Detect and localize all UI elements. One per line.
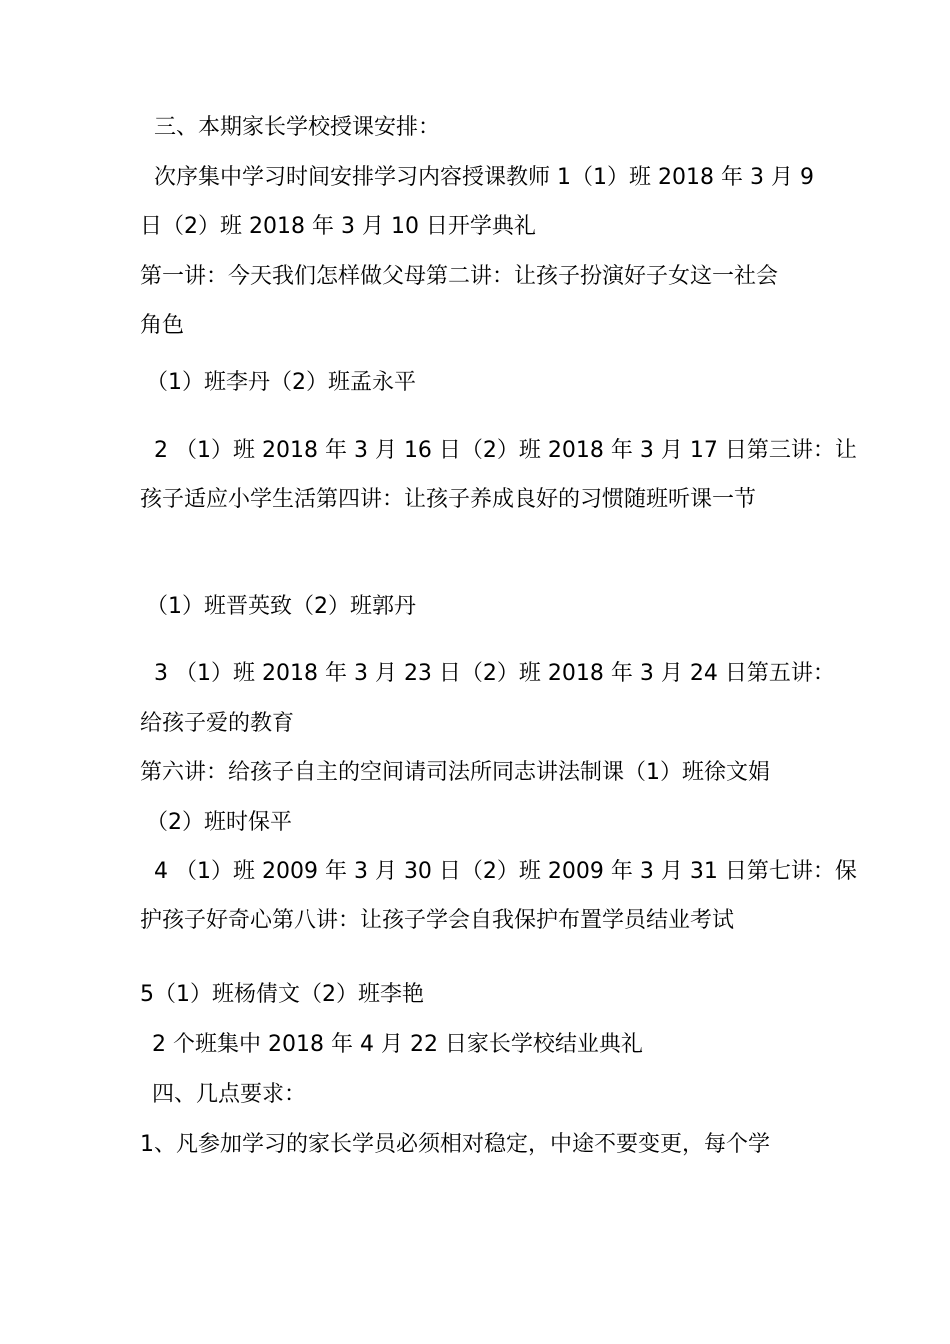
text-line: 角色 (140, 313, 185, 338)
text-line: 4 （1）班 2009 年 3 月 30 日（2）班 2009 年 3 月 31 日第七讲：保 (154, 859, 857, 884)
text-line: 1、凡参加学习的家长学员必须相对稳定，中途不要变更，每个学 (140, 1132, 770, 1157)
text-line: 第六讲：给孩子自主的空间请司法所同志讲法制课（1）班徐文娟 (140, 760, 770, 785)
text-line: 次序集中学习时间安排学习内容授课教师 1（1）班 2018 年 3 月 9 (154, 165, 814, 190)
section-heading-4: 四、几点要求： (152, 1082, 307, 1107)
text-line: 2 个班集中 2018 年 4 月 22 日家长学校结业典礼 (152, 1032, 643, 1057)
text-line: （2）班时保平 (146, 810, 292, 835)
text-line: 护孩子好奇心第八讲：让孩子学会自我保护布置学员结业考试 (140, 908, 735, 933)
text-line: 第一讲：今天我们怎样做父母第二讲：让孩子扮演好子女这一社会 (140, 264, 779, 289)
text-line: （1）班李丹（2）班孟永平 (146, 370, 416, 395)
text-line: 孩子适应小学生活第四讲：让孩子养成良好的习惯随班听课一节 (140, 487, 757, 512)
text-line: （1）班晋英致（2）班郭丹 (146, 594, 416, 619)
text-line: 日（2）班 2018 年 3 月 10 日开学典礼 (140, 214, 536, 239)
section-heading-3: 三、本期家长学校授课安排： (154, 115, 441, 140)
text-line: 5（1）班杨倩文（2）班李艳 (140, 982, 424, 1007)
text-line: 2 （1）班 2018 年 3 月 16 日（2）班 2018 年 3 月 17 日第三讲：让 (154, 438, 857, 463)
text-line: 给孩子爱的教育 (140, 711, 295, 736)
text-line: 3 （1）班 2018 年 3 月 23 日（2）班 2018 年 3 月 24 日第五讲： (154, 661, 835, 686)
